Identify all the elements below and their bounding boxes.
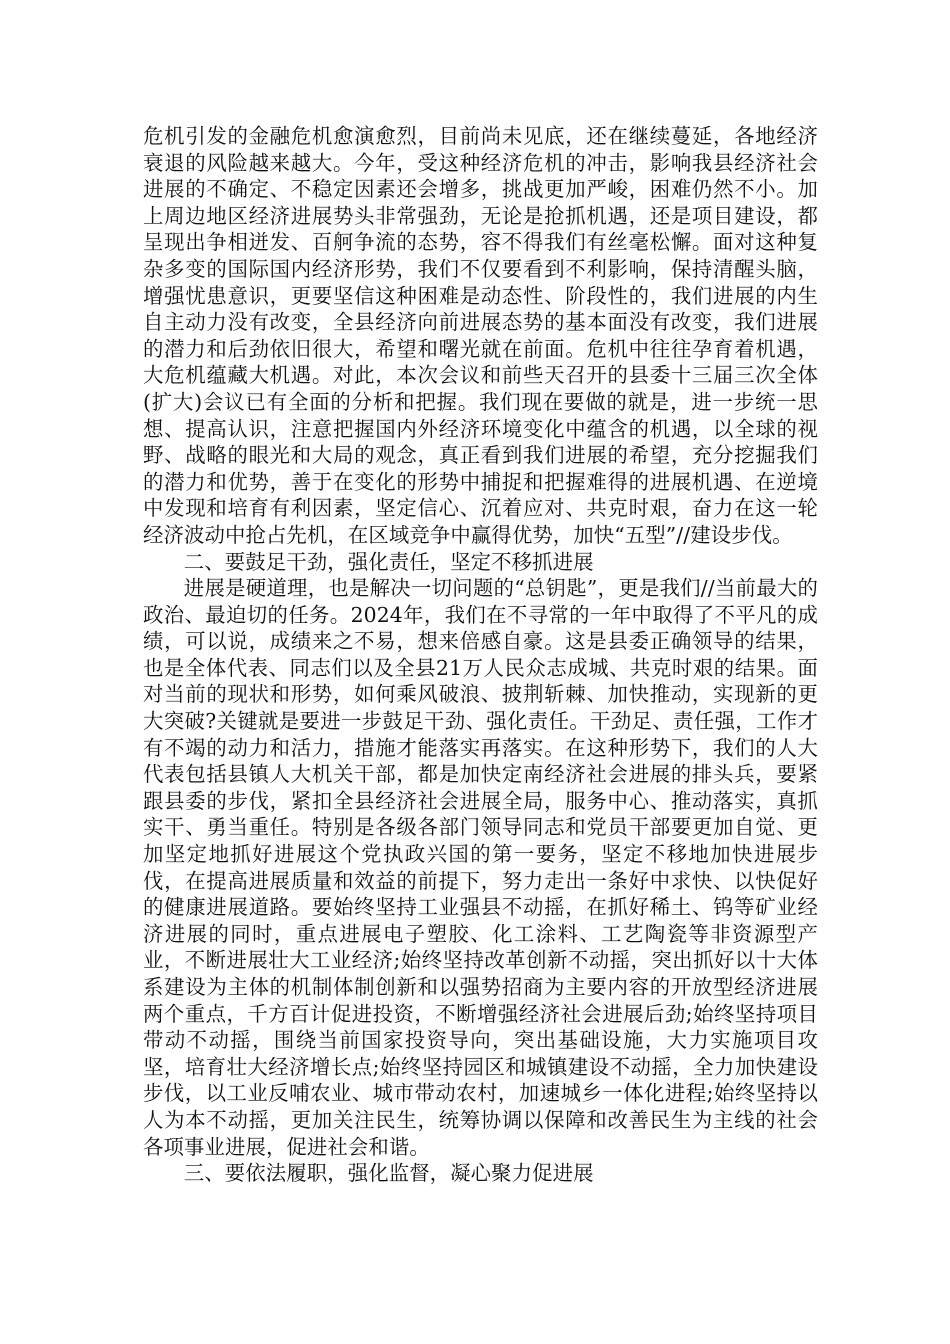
- body-paragraph: 危机引发的金融危机愈演愈烈，目前尚未见底，还在继续蔓延，各地经济衰退的风险越来越大。今年，受这种经济危机的冲击，影响我县经济社会进展的不确定、不稳定因素还会增多，挑战更加严峻，困难仍然不小。加上周边地区经济进展势头非常强劲，无论是抢抓机遇，还是项目建设，都呈现出争相迸发、百舸争流的态势，容不得我们有丝毫松懈。面对这种复杂多变的国际国内经济形势，我们不仅要看到不利影响，保持清醒头脑，增强忧患意识，更要坚信这种困难是动态性、阶段性的，我们进展的内生自主动力没有改变，全县经济向前进展态势的基本面没有改变，我们进展的潜力和后劲依旧很大，希望和曙光就在前面。危机中往往孕育着机遇，大危机蕴藏大机遇。对此，本次会议和前些天召开的县委十三届三次全体(扩大)会议已有全面的分析和把握。我们现在要做的就是，进一步统一思想、提高认识，注意把握国内外经济环境变化中蕴含的机遇，以全球的视野、战略的眼光和大局的观念，真正看到我们进展的希望，充分挖掘我们的潜力和优势，善于在变化的形势中捕捉和把握难得的进展机遇、在逆境中发现和培育有利因素，坚定信心、沉着应对、共克时艰，奋力在这一轮经济波动中抢占先机，在区域竞争中赢得优势，加快“五型”//建设步伐。: [143, 124, 818, 547]
- body-paragraph: 进展是硬道理，也是解决一切问题的“总钥匙”，更是我们//当前最大的政治、最迫切的任务。2024年，我们在不寻常的一年中取得了不平凡的成绩，可以说，成绩来之不易，想来倍感自豪。这是县委正确领导的结果，也是全体代表、同志们以及全县21万人民众志成城、共克时艰的结果。面对当前的现状和形势，如何乘风破浪、披荆斩棘、加快推动，实现新的更大突破?关键就是要进一步鼓足干劲、强化责任。干劲足、责任强，工作才有不竭的动力和活力，措施才能落实再落实。在这种形势下，我们的人大代表包括县镇人大机关干部，都是加快定南经济社会进展的排头兵，要紧跟县委的步伐，紧扣全县经济社会进展全局，服务中心、推动落实，真抓实干、勇当重任。特别是各级各部门领导同志和党员干部要更加自觉、更加坚定地抓好进展这个党执政兴国的第一要务，坚定不移地加快进展步伐，在提高进展质量和效益的前提下，努力走出一条好中求快、以快促好的健康进展道路。要始终坚持工业强县不动摇，在抓好稀土、钨等矿业经济进展的同时，重点进展电子塑胶、化工涂料、工艺陶瓷等非资源型产业，不断进展壮大工业经济;始终坚持改革创新不动摇，突出抓好以十大体系建设为主体的机制体制创新和以强势招商为主要内容的开放型经济进展两个重点，千方百计促进投资，不断增强经济社会进展后劲;始终坚持项目带动不动摇，围绕当前国家投资导向，突出基础设施，大力实施项目攻坚，培育壮大经济增长点;始终坚持园区和城镇建设不动摇，全力加快建设步伐，以工业反哺农业、城市带动农村，加速城乡一体化进程;始终坚持以人为本不动摇，更加关注民生，统筹协调以保障和改善民生为主线的社会各项事业进展，促进社会和谐。: [143, 576, 818, 1159]
- document-body: [143, 123, 818, 1187]
- section-heading: 三、要依法履职，强化监督，凝心聚力促进展: [183, 1161, 594, 1186]
- section-heading: 二、要鼓足干劲，强化责任，坚定不移抓进展: [183, 549, 594, 574]
